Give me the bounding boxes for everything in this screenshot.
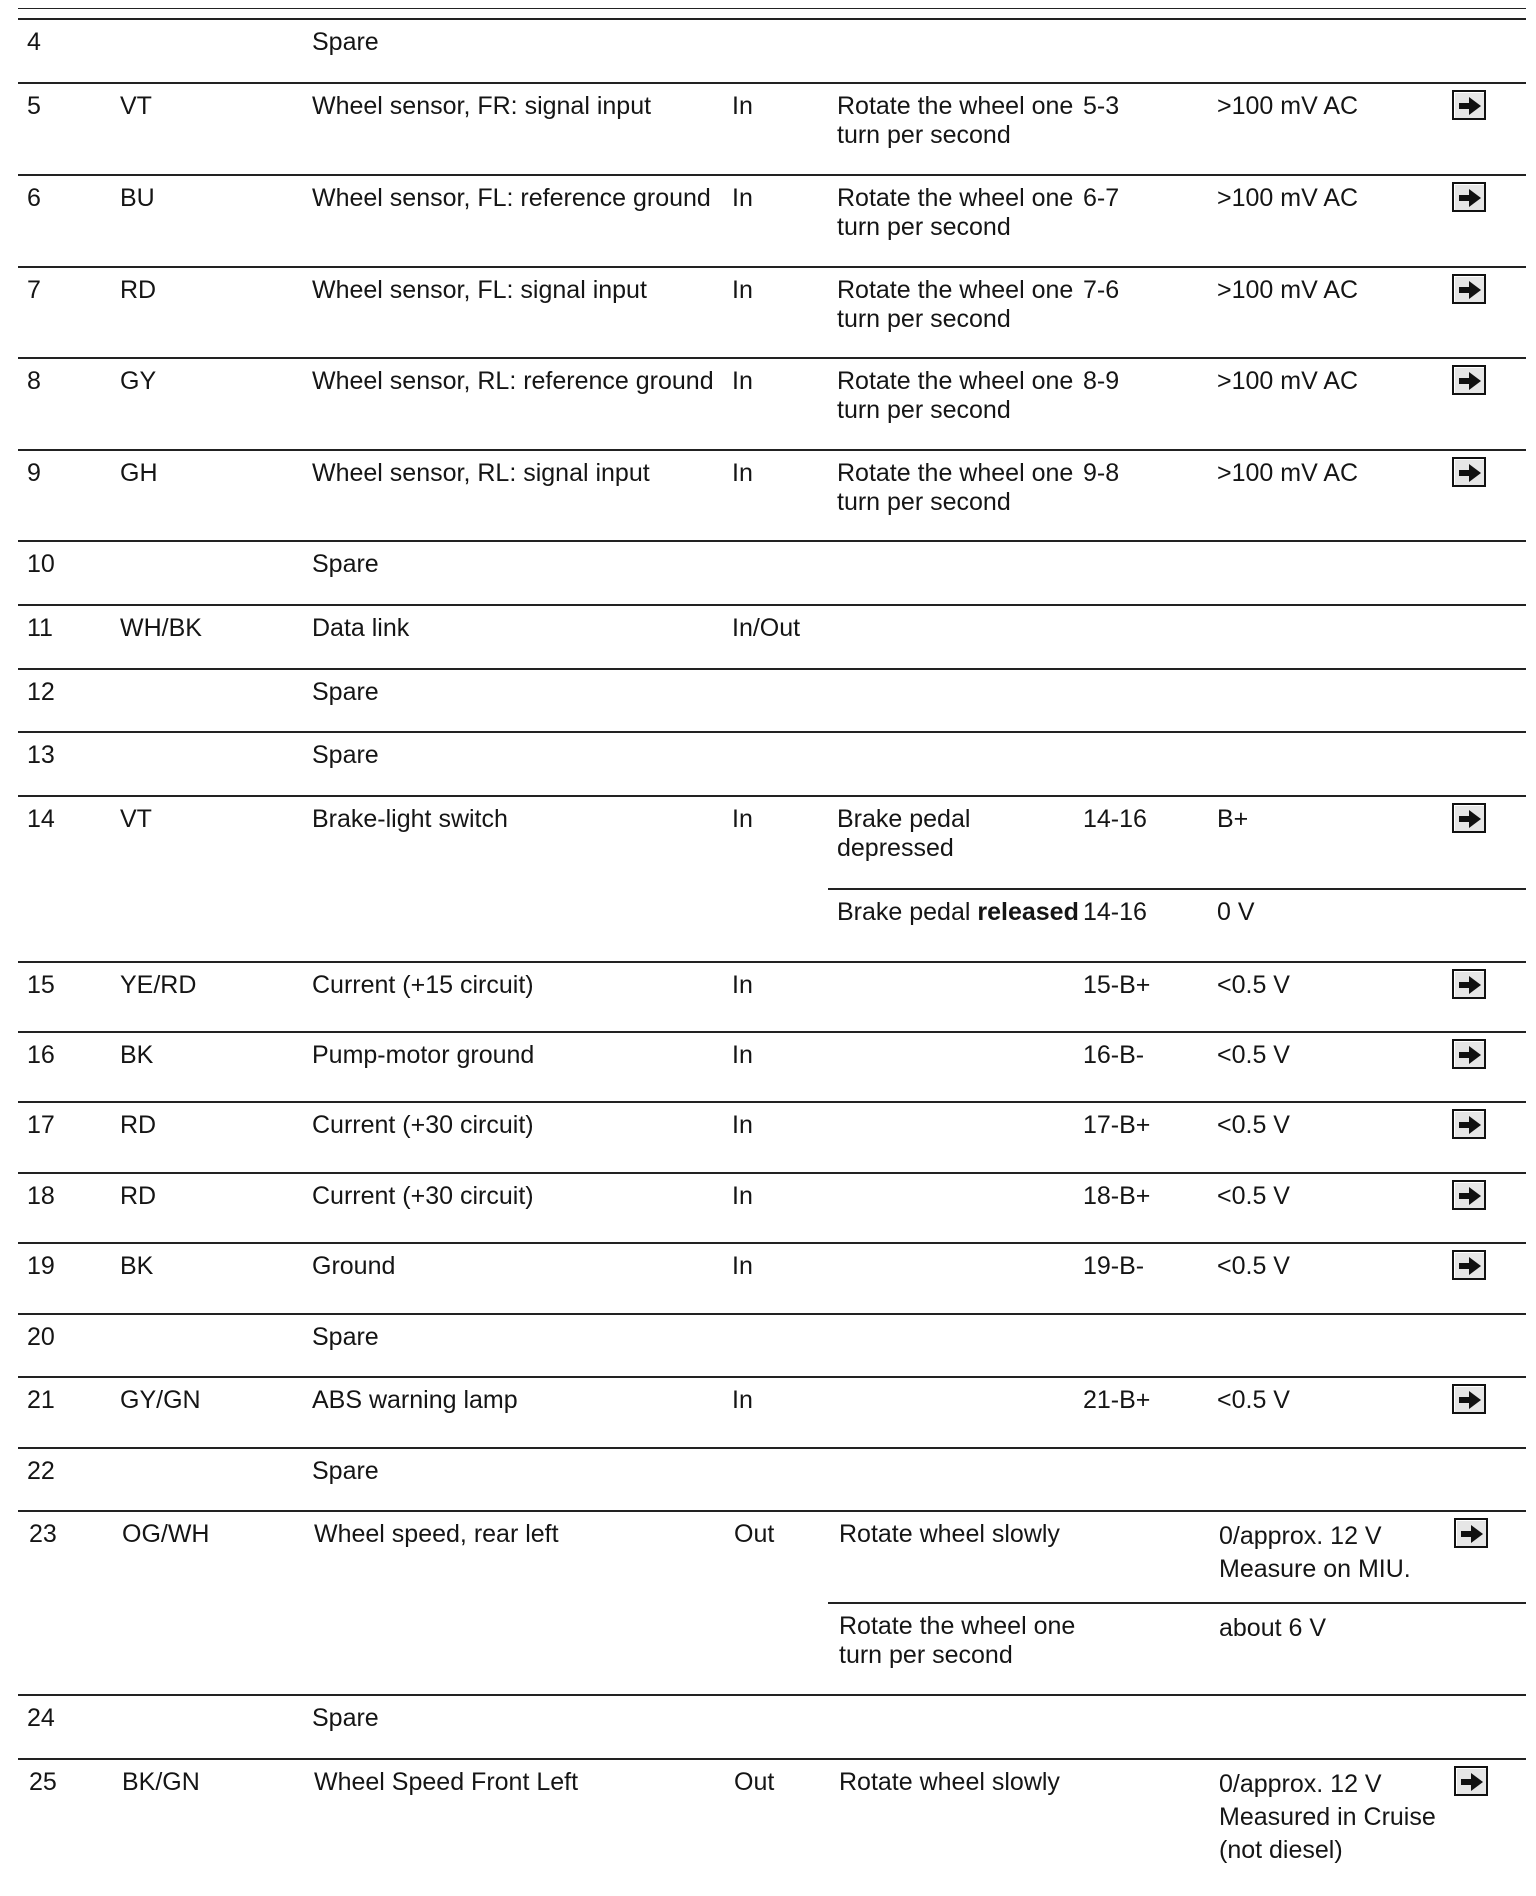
- expected-value: >100 mV AC: [1217, 459, 1359, 487]
- goto-button[interactable]: [1452, 182, 1486, 212]
- expected-value: >100 mV AC: [1217, 184, 1359, 212]
- sub-row-divider: [828, 1602, 1526, 1604]
- goto-button[interactable]: [1452, 365, 1486, 395]
- pin-description: Spare: [312, 678, 379, 706]
- row-divider: [18, 1510, 1526, 1512]
- row-divider: [18, 1694, 1526, 1696]
- pin-description: Wheel sensor, RL: signal input: [312, 459, 650, 487]
- pin-description: Current (+30 circuit): [312, 1182, 534, 1210]
- signal-direction: In: [732, 1386, 753, 1414]
- wire-color: GH: [120, 459, 158, 487]
- wire-color: GY: [120, 367, 157, 395]
- wire-color: GY/GN: [120, 1386, 201, 1414]
- measure-points: 14-16: [1083, 898, 1147, 926]
- measure-points: 6-7: [1083, 184, 1120, 212]
- pin-number: 7: [27, 276, 41, 304]
- pin-description: Spare: [312, 1457, 379, 1485]
- pin-description: Wheel sensor, FL: reference ground: [312, 184, 711, 212]
- test-condition-text: Brake pedal: [837, 898, 978, 926]
- signal-direction: In: [732, 1182, 753, 1210]
- expected-value: <0.5 V: [1217, 1041, 1290, 1069]
- goto-button[interactable]: [1452, 1180, 1486, 1210]
- wire-color: YE/RD: [120, 971, 197, 999]
- pin-number: 17: [27, 1111, 55, 1139]
- row-divider: [18, 604, 1526, 606]
- row-divider: [18, 1758, 1526, 1760]
- goto-button[interactable]: [1452, 457, 1486, 487]
- expected-value: >100 mV AC: [1217, 276, 1359, 304]
- signal-direction: In: [732, 184, 753, 212]
- wire-color: BK: [120, 1252, 154, 1280]
- row-divider: [18, 668, 1526, 670]
- measure-points: 15-B+: [1083, 971, 1151, 999]
- signal-direction: Out: [734, 1520, 775, 1548]
- pin-description: Spare: [312, 741, 379, 769]
- pin-number: 11: [27, 614, 53, 642]
- row-divider: [18, 1031, 1526, 1033]
- pin-description: Wheel speed, rear left: [314, 1520, 559, 1548]
- test-condition: Rotate wheel slowly: [839, 1520, 1060, 1548]
- pin-number: 16: [27, 1041, 55, 1069]
- arrow-right-icon: [1457, 370, 1483, 392]
- row-divider: [18, 357, 1526, 359]
- measure-points: 16-B-: [1083, 1041, 1145, 1069]
- pin-number: 8: [27, 367, 41, 395]
- arrow-right-icon: [1457, 1255, 1483, 1277]
- expected-value: <0.5 V: [1217, 1111, 1290, 1139]
- pin-number: 14: [27, 805, 55, 833]
- expected-value: <0.5 V: [1217, 1182, 1290, 1210]
- pin-number: 21: [27, 1386, 55, 1414]
- row-divider: [18, 540, 1526, 542]
- pin-description: Current (+30 circuit): [312, 1111, 534, 1139]
- signal-direction: In: [732, 459, 753, 487]
- test-condition-emphasis: released: [977, 898, 1079, 926]
- row-divider: [18, 174, 1526, 176]
- arrow-right-icon: [1457, 1389, 1483, 1411]
- expected-value: <0.5 V: [1217, 1252, 1290, 1280]
- signal-direction: In/Out: [732, 614, 801, 642]
- sub-row-divider: [828, 888, 1526, 890]
- signal-direction: In: [732, 805, 753, 833]
- wire-color: RD: [120, 276, 157, 304]
- pin-number: 10: [27, 550, 55, 578]
- pin-description: Wheel sensor, FR: signal input: [312, 92, 652, 120]
- pin-number: 18: [27, 1182, 55, 1210]
- row-divider: [18, 1242, 1526, 1244]
- arrow-right-icon: [1457, 279, 1483, 301]
- signal-direction: In: [732, 1252, 753, 1280]
- pin-description: Data link: [312, 614, 410, 642]
- test-condition: Rotate the wheel one turn per second: [837, 367, 1074, 424]
- signal-direction: In: [732, 971, 753, 999]
- pin-number: 5: [27, 92, 41, 120]
- goto-button[interactable]: [1452, 1039, 1486, 1069]
- wire-color: BU: [120, 184, 155, 212]
- pin-number: 15: [27, 971, 55, 999]
- pin-number: 22: [27, 1457, 55, 1485]
- arrow-right-icon: [1459, 1523, 1485, 1545]
- goto-button[interactable]: [1452, 1250, 1486, 1280]
- test-condition: Rotate the wheel one turn per second: [839, 1612, 1076, 1669]
- row-divider: [18, 449, 1526, 451]
- measure-points: 8-9: [1083, 367, 1120, 395]
- expected-value: 0 V: [1217, 898, 1255, 926]
- arrow-right-icon: [1459, 1771, 1485, 1793]
- pin-number: 4: [27, 28, 41, 56]
- wire-color: RD: [120, 1111, 157, 1139]
- arrow-right-icon: [1457, 462, 1483, 484]
- wire-color: BK: [120, 1041, 154, 1069]
- arrow-right-icon: [1457, 1044, 1483, 1066]
- row-divider: [18, 82, 1526, 84]
- row-divider: [18, 1447, 1526, 1449]
- measure-points: 5-3: [1083, 92, 1120, 120]
- pin-description: Spare: [312, 28, 379, 56]
- test-condition: Brake pedal depressed: [837, 805, 971, 862]
- test-condition: Rotate the wheel one turn per second: [837, 459, 1074, 516]
- pin-number: 24: [27, 1704, 55, 1732]
- goto-button[interactable]: [1452, 1384, 1486, 1414]
- row-divider: [18, 1172, 1526, 1174]
- signal-direction: In: [732, 1111, 753, 1139]
- pin-description: Spare: [312, 1323, 379, 1351]
- expected-value: <0.5 V: [1217, 1386, 1290, 1414]
- row-divider: [18, 731, 1526, 733]
- expected-value: >100 mV AC: [1217, 92, 1359, 120]
- pin-number: 6: [27, 184, 41, 212]
- measure-points: 7-6: [1083, 276, 1120, 304]
- pin-number: 23: [29, 1520, 57, 1548]
- pin-number: 12: [27, 678, 55, 706]
- pin-description: Wheel sensor, RL: reference ground: [312, 367, 714, 395]
- arrow-right-icon: [1457, 187, 1483, 209]
- pin-number: 20: [27, 1323, 55, 1351]
- wire-color: WH/BK: [120, 614, 202, 642]
- row-divider: [18, 1376, 1526, 1378]
- test-condition: [837, 898, 1082, 927]
- pin-description: Spare: [312, 1704, 379, 1732]
- pin-description: Pump-motor ground: [312, 1041, 535, 1069]
- goto-button[interactable]: [1452, 274, 1486, 304]
- pin-number: 25: [29, 1768, 57, 1796]
- test-condition: Rotate the wheel one turn per second: [837, 276, 1074, 333]
- arrow-right-icon: [1457, 1185, 1483, 1207]
- wire-color: BK/GN: [122, 1768, 200, 1796]
- goto-button[interactable]: [1452, 90, 1486, 120]
- goto-button[interactable]: [1452, 1109, 1486, 1139]
- pin-description: Ground: [312, 1252, 396, 1280]
- pin-description: Current (+15 circuit): [312, 971, 534, 999]
- pin-description: Wheel Speed Front Left: [314, 1768, 579, 1796]
- pin-description: Wheel sensor, FL: signal input: [312, 276, 647, 304]
- pin-number: 19: [27, 1252, 55, 1280]
- table-top-rule: [18, 8, 1526, 9]
- expected-value: >100 mV AC: [1217, 367, 1359, 395]
- arrow-right-icon: [1457, 808, 1483, 830]
- pin-number: 9: [27, 459, 41, 487]
- goto-button[interactable]: [1452, 969, 1486, 999]
- wire-color: VT: [120, 92, 152, 120]
- pin-description: ABS warning lamp: [312, 1386, 518, 1414]
- expected-value: 0/approx. 12 V Measured in Cruise (not diesel): [1219, 1770, 1436, 1864]
- measure-points: 17-B+: [1083, 1111, 1151, 1139]
- measure-points: 18-B+: [1083, 1182, 1151, 1210]
- goto-button[interactable]: [1452, 803, 1486, 833]
- wire-color: OG/WH: [122, 1520, 210, 1548]
- pin-number: 13: [27, 741, 55, 769]
- pin-description: Spare: [312, 550, 379, 578]
- expected-value: B+: [1217, 805, 1249, 833]
- expected-value: 0/approx. 12 V Measure on MIU.: [1219, 1522, 1411, 1583]
- wire-color: RD: [120, 1182, 157, 1210]
- pin-description: Brake-light switch: [312, 805, 508, 833]
- row-divider: [18, 266, 1526, 268]
- test-condition: Rotate wheel slowly: [839, 1768, 1060, 1796]
- signal-direction: In: [732, 92, 753, 120]
- signal-direction: In: [732, 1041, 753, 1069]
- wire-color: VT: [120, 805, 152, 833]
- measure-points: 19-B-: [1083, 1252, 1145, 1280]
- expected-value: about 6 V: [1219, 1614, 1327, 1642]
- row-divider: [18, 961, 1526, 963]
- row-divider: [18, 1313, 1526, 1315]
- arrow-right-icon: [1457, 1114, 1483, 1136]
- goto-button[interactable]: [1454, 1518, 1488, 1548]
- row-divider: [18, 18, 1526, 20]
- measure-points: 9-8: [1083, 459, 1120, 487]
- arrow-right-icon: [1457, 974, 1483, 996]
- row-divider: [18, 1101, 1526, 1103]
- signal-direction: Out: [734, 1768, 775, 1796]
- test-condition: Rotate the wheel one turn per second: [837, 92, 1074, 149]
- measure-points: 14-16: [1083, 805, 1147, 833]
- test-condition: Rotate the wheel one turn per second: [837, 184, 1074, 241]
- arrow-right-icon: [1457, 95, 1483, 117]
- signal-direction: In: [732, 276, 753, 304]
- measure-points: 21-B+: [1083, 1386, 1151, 1414]
- row-divider: [18, 795, 1526, 797]
- goto-button[interactable]: [1454, 1766, 1488, 1796]
- signal-direction: In: [732, 367, 753, 395]
- expected-value: <0.5 V: [1217, 971, 1290, 999]
